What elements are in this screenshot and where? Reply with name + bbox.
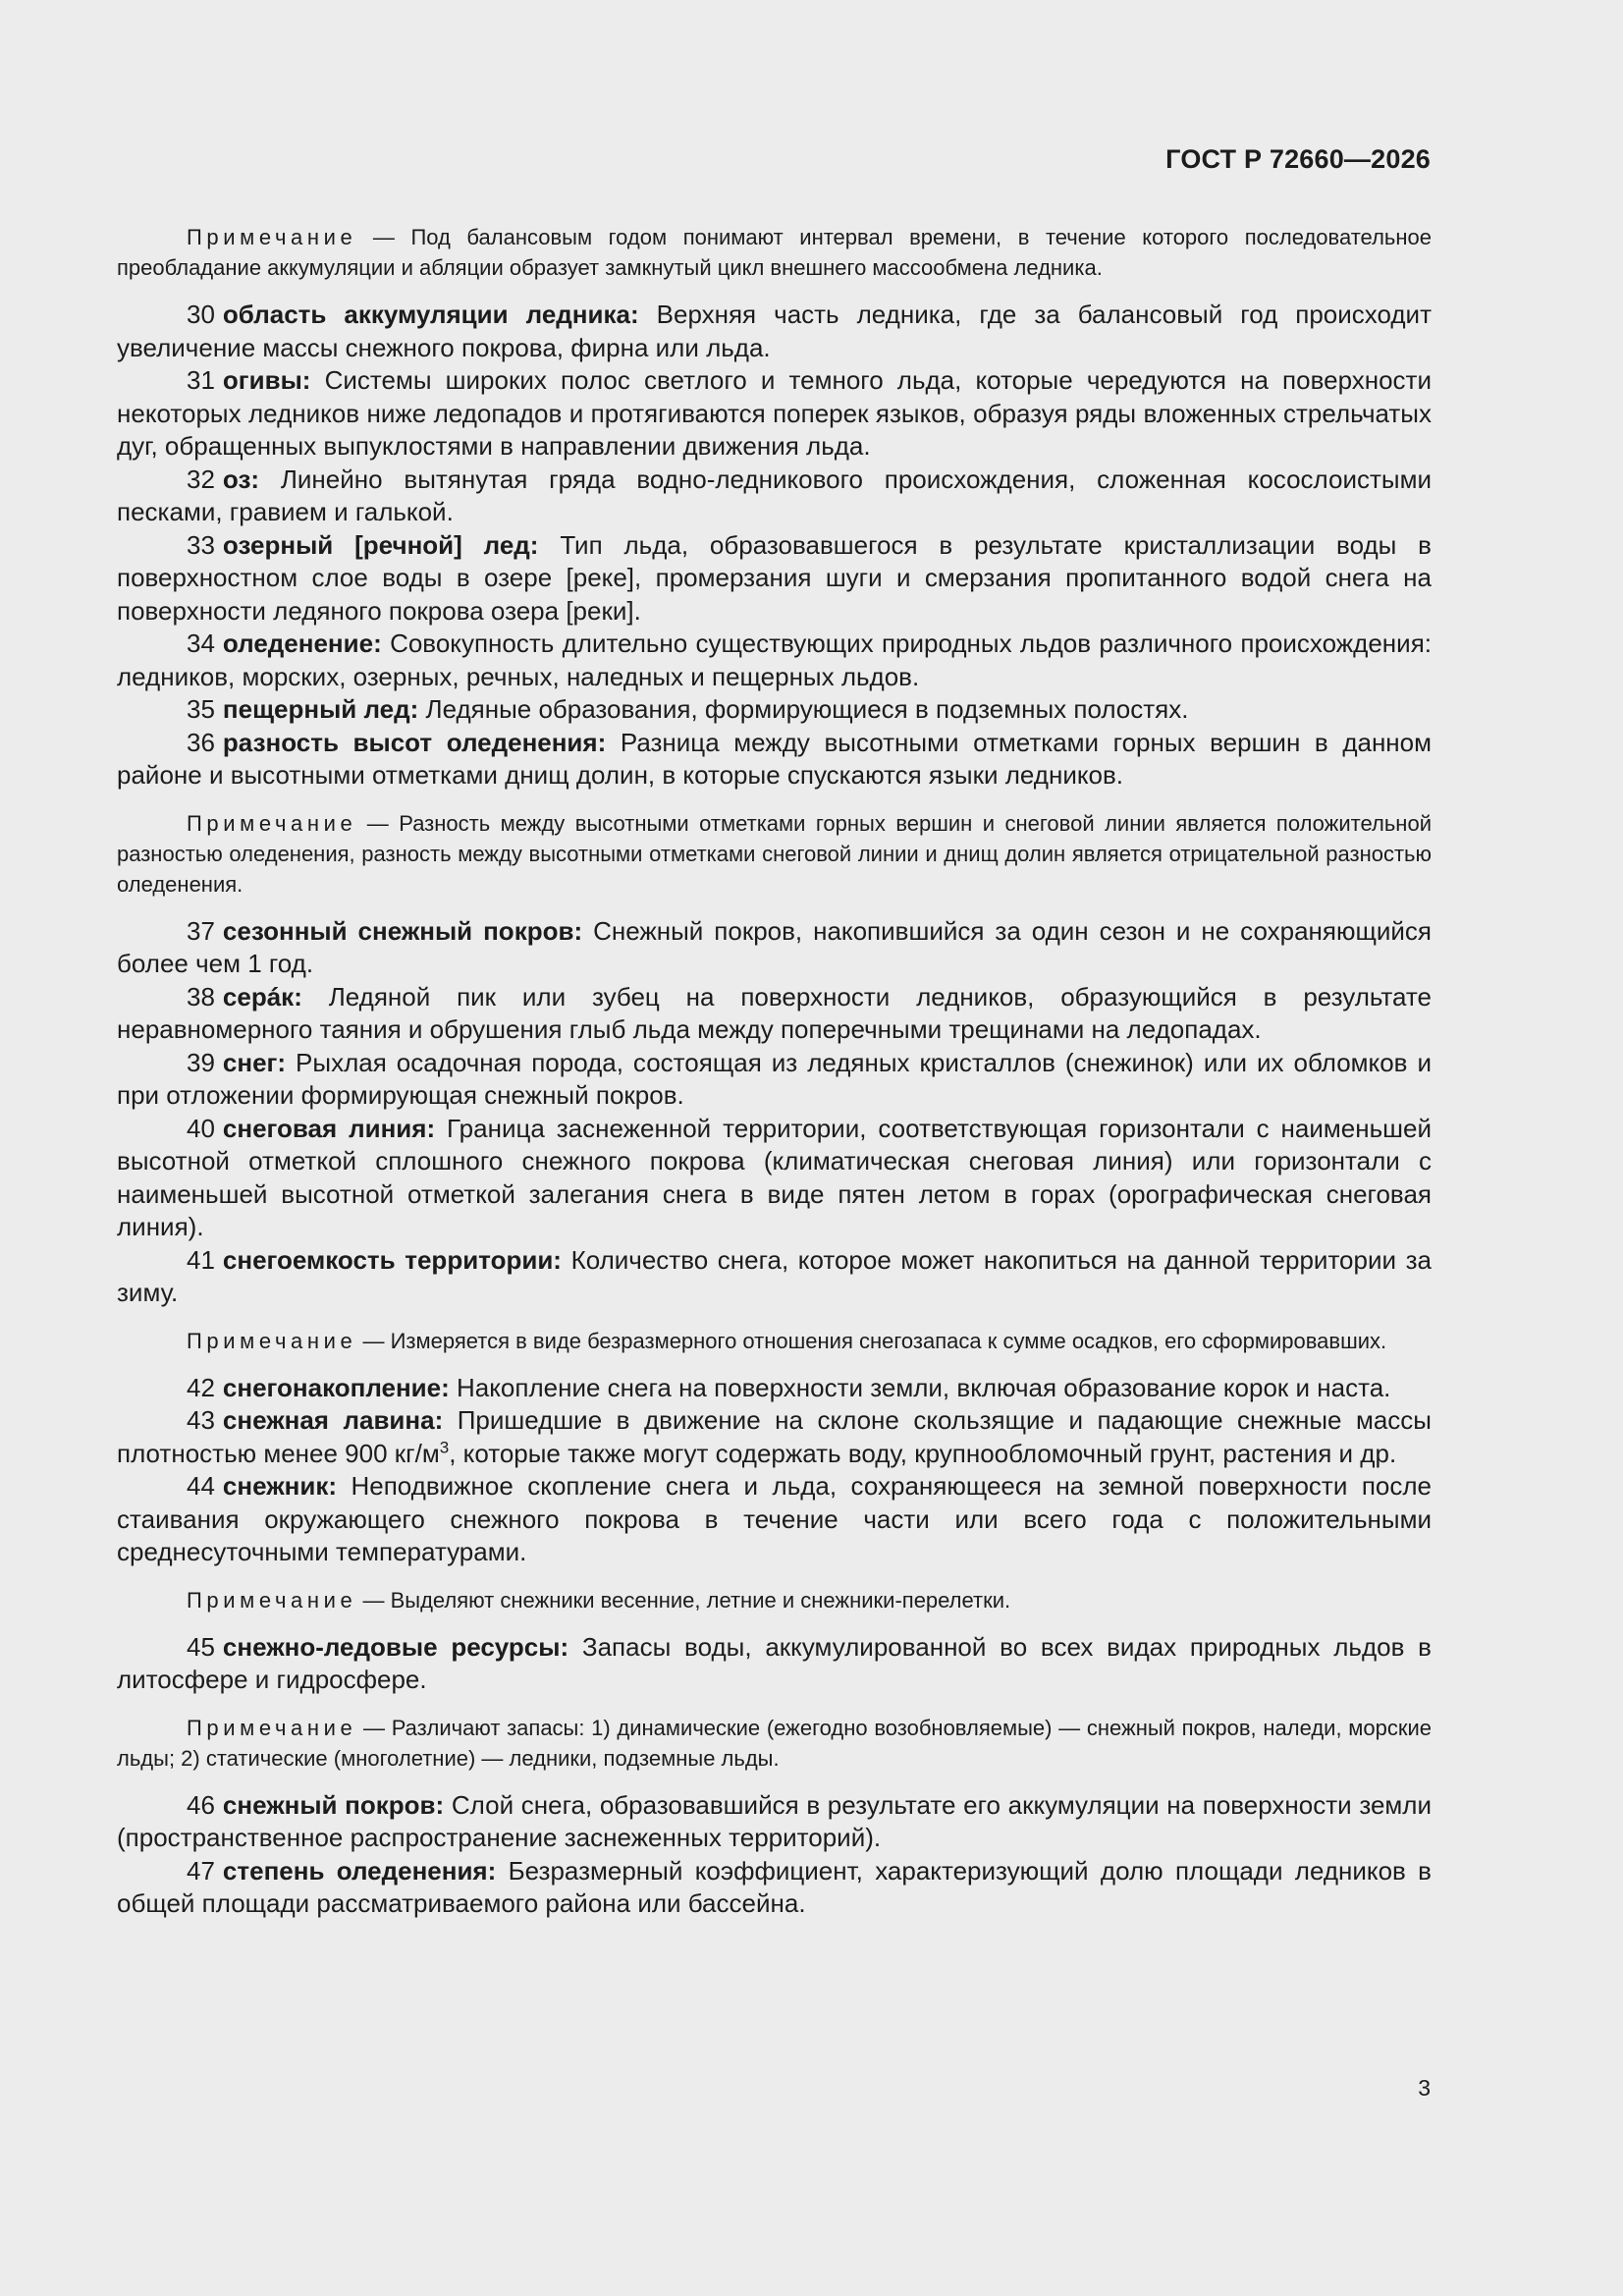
term-definition: Линейно вытянутая гряда водно-ледникового происхождения, сложенная косослоистыми песками, гравием и галькой. <box>117 464 1432 526</box>
term-definition: Пришедшие в движение на склоне скользящие и падающие снежные массы плотностью менее 900 кг/м <box>117 1405 1432 1468</box>
term-name: огивы: <box>222 365 311 395</box>
note-text: — Измеряется в виде безразмерного отношения снегозапаса к сумме осадков, его сформировавших. <box>362 1328 1387 1353</box>
term-entry <box>117 628 1432 693</box>
term-definition: Рыхлая осадочная порода, состоящая из ледяных кристаллов (снежинок) или их обломков и при отложении формирующая снежный покров. <box>117 1047 1432 1110</box>
term-name: сезонный снежный покров: <box>222 915 583 946</box>
note-text: — Под балансовым годом понимают интервал времени, в течение которого последовательное преобладание аккумуляции и абляции образует замкнутый цикл внешнего массообмена ледника. <box>117 225 1432 280</box>
term-definition: Совокупность длительно существующих природных льдов различного происхождения: ледников, морских, озерных, речных, наледных и пещерных льдов. <box>117 629 1432 691</box>
term-number: 44 <box>187 1471 215 1501</box>
term-definition: Безразмерный коэффициент, характеризующий долю площади ледников в общей площади рассматриваемого района или бассейна. <box>117 1855 1432 1918</box>
term-number: 34 <box>187 629 215 658</box>
term-name: озерный [речной] лед: <box>222 529 539 560</box>
term-name: снежно-ледовые ресурсы: <box>222 1631 569 1662</box>
term-name: степень оледенения: <box>222 1855 497 1886</box>
term-number: 43 <box>187 1405 215 1435</box>
term-name: снеговая линия: <box>222 1113 436 1143</box>
term-entry <box>117 1047 1432 1113</box>
term-entry <box>117 981 1432 1047</box>
note-label: Примечание <box>187 1715 357 1740</box>
term-entry <box>117 1372 1432 1405</box>
term-name: разность высот оледенения: <box>222 727 607 757</box>
term-definition: Запасы воды, аккумулированной во всех видах природных льдов в литосфере и гидросфере. <box>117 1631 1432 1694</box>
document-body <box>117 222 1432 1921</box>
note-label: Примечание <box>187 225 357 249</box>
document-header: ГОСТ Р 72660—2026 <box>1165 144 1431 174</box>
term-definition-continued: , которые также могут содержать воду, крупнообломочный грунт, растения и др. <box>449 1438 1397 1468</box>
term-entry <box>117 1855 1432 1921</box>
term-definition: Количество снега, которое может накопиться на данной территории за зиму. <box>117 1244 1432 1307</box>
term-number: 36 <box>187 727 215 757</box>
term-entry <box>117 727 1432 793</box>
note-label: Примечание <box>187 1587 357 1613</box>
term-number: 47 <box>187 1855 215 1886</box>
note-text: — Выделяют снежники весенние, летние и снежники-перелетки. <box>362 1587 1011 1613</box>
term-definition: Верхняя часть ледника, где за балансовый год происходит увеличение массы снежного покрова, фирна или льда. <box>117 300 1432 362</box>
term-name: снежный покров: <box>222 1789 445 1820</box>
note-paragraph <box>117 1326 1432 1356</box>
term-number: 37 <box>187 915 215 946</box>
term-number: 45 <box>187 1631 215 1662</box>
term-number: 40 <box>187 1113 215 1143</box>
term-name: область аккумуляции ледника: <box>222 300 639 329</box>
term-definition: Накопление снега на поверхности земли, включая образование корок и наста. <box>457 1372 1391 1402</box>
term-entry <box>117 299 1432 364</box>
term-number: 38 <box>187 981 215 1011</box>
term-entry <box>117 529 1432 629</box>
page-number: 3 <box>1418 2075 1431 2101</box>
term-entry <box>117 1113 1432 1244</box>
term-name: серáк: <box>222 981 302 1011</box>
term-definition: Системы широких полос светлого и темного льда, которые чередуются на поверхности некоторых ледников ниже ледопадов и протягиваются поперек языков, образуя ряды вложенных стрельчатых дуг, обращенных выпуклостями в направлении движения льда. <box>117 365 1432 461</box>
term-number: 32 <box>187 464 215 494</box>
term-name: оз: <box>222 464 260 494</box>
term-number: 33 <box>187 529 215 560</box>
term-name: снегоемкость территории: <box>222 1244 562 1275</box>
note-label: Примечание <box>187 1328 357 1353</box>
superscript: 3 <box>439 1437 450 1456</box>
term-definition: Тип льда, образовавшегося в результате кристаллизации воды в поверхностном слое воды в озере [реке], промерзания шуги и смерзания пропитанного водой снега на поверхности ледяного покрова озера [реки]. <box>117 529 1432 626</box>
note-label: Примечание <box>187 810 357 836</box>
term-definition: Ледяной пик или зубец на поверхности ледников, образующийся в результате неравномерного таяния и обрушения глыб льда между поперечными трещинами на ледопадах. <box>117 981 1432 1044</box>
term-entry <box>117 1470 1432 1569</box>
term-entry <box>117 915 1432 981</box>
term-entry <box>117 364 1432 464</box>
note-paragraph <box>117 222 1432 283</box>
term-entry <box>117 1404 1432 1470</box>
note-paragraph <box>117 1713 1432 1774</box>
term-number: 31 <box>187 365 215 395</box>
term-entry <box>117 1631 1432 1697</box>
term-definition: Разница между высотными отметками горных вершин в данном районе и высотными отметками днищ долин, в которые спускаются языки ледников. <box>117 727 1433 790</box>
note-text: — Различают запасы: 1) динамические (ежегодно возобновляемые) — снежный покров, наледи, морские льды; 2) статические (многолетние) — ледники, подземные льды. <box>117 1715 1432 1771</box>
term-number: 42 <box>187 1372 215 1402</box>
term-entry <box>117 1789 1432 1855</box>
term-name: пещерный лед: <box>222 694 419 724</box>
term-name: снежная лавина: <box>222 1405 444 1435</box>
term-number: 30 <box>187 300 215 329</box>
term-number: 41 <box>187 1244 215 1275</box>
term-name: снежник: <box>222 1471 337 1501</box>
term-number: 46 <box>187 1789 215 1820</box>
note-text: — Разность между высотными отметками горных вершин и снеговой линии является положительной разностью оледенения, разность между высотными отметками снеговой линии и днищ долин является отрицательной разностью оледенения. <box>117 810 1432 897</box>
term-entry <box>117 464 1432 529</box>
term-definition: Граница заснеженной территории, соответствующая горизонтали с наименьшей высотной отметкой сплошного снежного покрова (климатическая снеговая линия) или горизонтали с наименьшей высотной отметкой залегания снега в виде пятен летом в горах (орографическая снеговая линия). <box>117 1113 1432 1241</box>
term-definition: Ледяные образования, формирующиеся в подземных полостях. <box>425 694 1189 724</box>
term-definition: Неподвижное скопление снега и льда, сохраняющееся на земной поверхности после стаивания окружающего снежного покрова в течение части или всего года с положительными среднесуточными температурами. <box>117 1471 1432 1566</box>
term-name: снег: <box>222 1047 287 1077</box>
term-definition: Слой снега, образовавшийся в результате его аккумуляции на поверхности земли (пространственное распространение заснеженных территорий). <box>117 1789 1432 1852</box>
term-number: 39 <box>187 1047 215 1077</box>
note-paragraph <box>117 1585 1432 1615</box>
note-paragraph <box>117 808 1432 900</box>
term-entry <box>117 1244 1432 1310</box>
term-entry <box>117 693 1432 727</box>
term-name: снегонакопление: <box>222 1372 450 1402</box>
term-name: оледенение: <box>222 629 382 658</box>
term-number: 35 <box>187 694 215 724</box>
term-definition: Снежный покров, накопившийся за один сезон и не сохраняющийся более чем 1 год. <box>117 915 1432 978</box>
